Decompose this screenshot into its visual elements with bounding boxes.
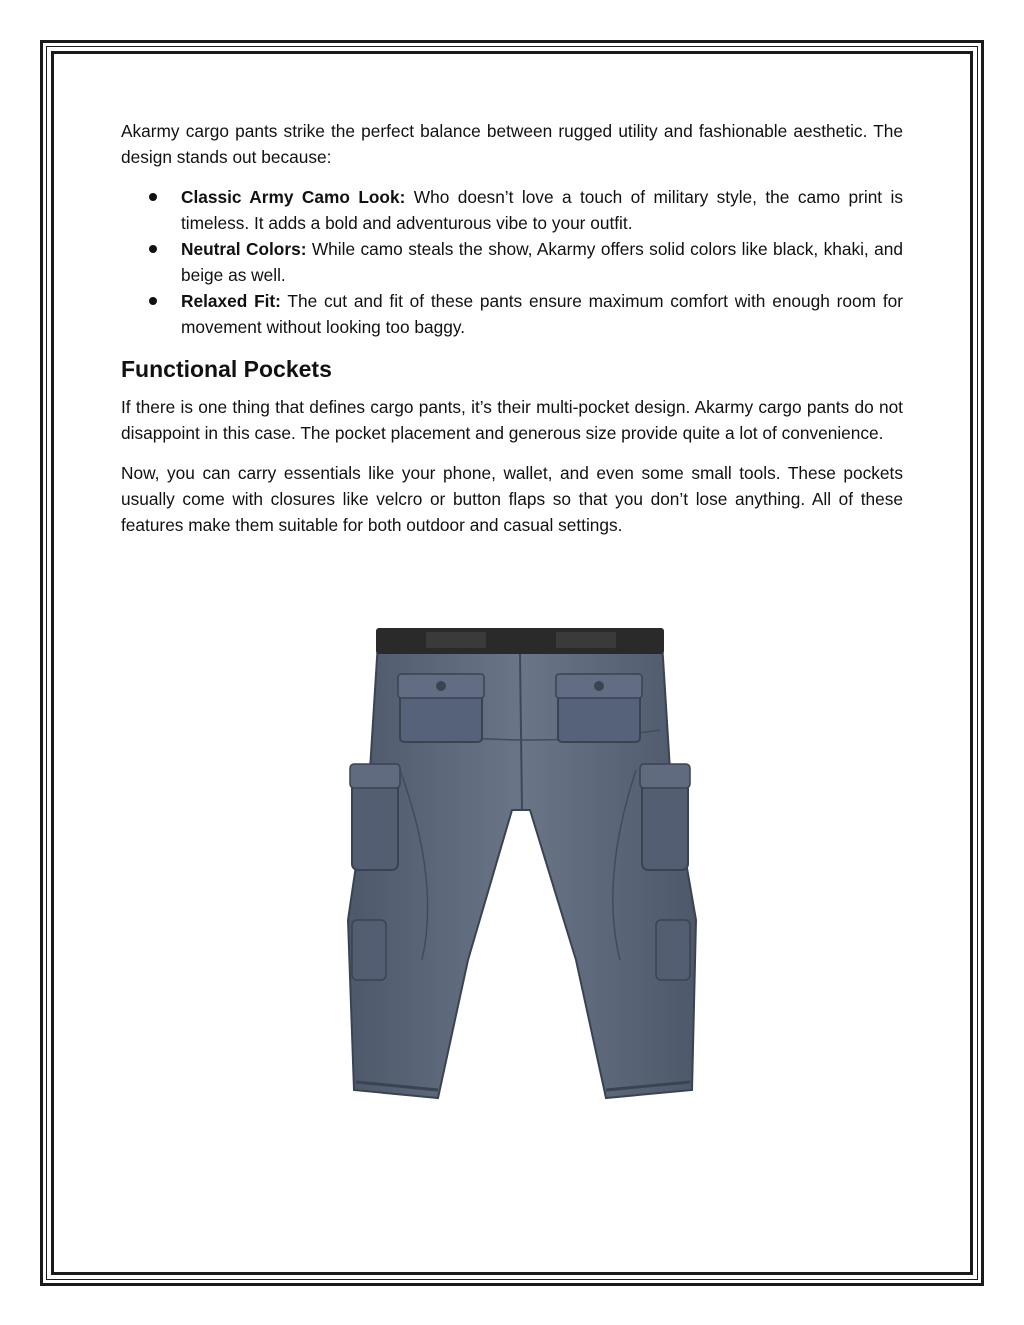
- section-heading: Functional Pockets: [121, 356, 332, 382]
- feature-list: [121, 184, 903, 340]
- list-item: [181, 288, 903, 340]
- list-item: [181, 236, 903, 288]
- list-item: [181, 184, 903, 236]
- bullet-icon: [149, 297, 157, 305]
- section-paragraph: If there is one thing that defines cargo pants, it’s their multi-pocket design. Akarmy cargo pants do not disappoint in this case. The pocket placement and generous size provide quite a lot of convenience.: [121, 397, 903, 443]
- bullet-icon: [149, 245, 157, 253]
- list-item-title: Neutral Colors:: [181, 239, 307, 259]
- list-item-title: Relaxed Fit:: [181, 291, 281, 311]
- list-item-text: The cut and fit of these pants ensure maximum comfort with enough room for movement without looking too baggy.: [181, 291, 903, 337]
- list-item-title: Classic Army Camo Look:: [181, 187, 406, 207]
- bullet-icon: [149, 193, 157, 201]
- cargo-pants-illustration: [330, 620, 710, 1140]
- intro-paragraph: Akarmy cargo pants strike the perfect balance between rugged utility and fashionable aesthetic. The design stands out because:: [121, 121, 903, 167]
- cargo-pants-image: [330, 620, 710, 1140]
- document-body: [121, 118, 903, 552]
- list-item-text: Who doesn’t love a touch of military style, the camo print is timeless. It adds a bold and adventurous vibe to your outfit.: [181, 187, 903, 233]
- section-paragraph: Now, you can carry essentials like your phone, wallet, and even some small tools. These pockets usually come with closures like velcro or button flaps so that you don’t lose anything. All of these features make them suitable for both outdoor and casual settings.: [121, 463, 903, 535]
- list-item-text: While camo steals the show, Akarmy offers solid colors like black, khaki, and beige as well.: [181, 239, 903, 285]
